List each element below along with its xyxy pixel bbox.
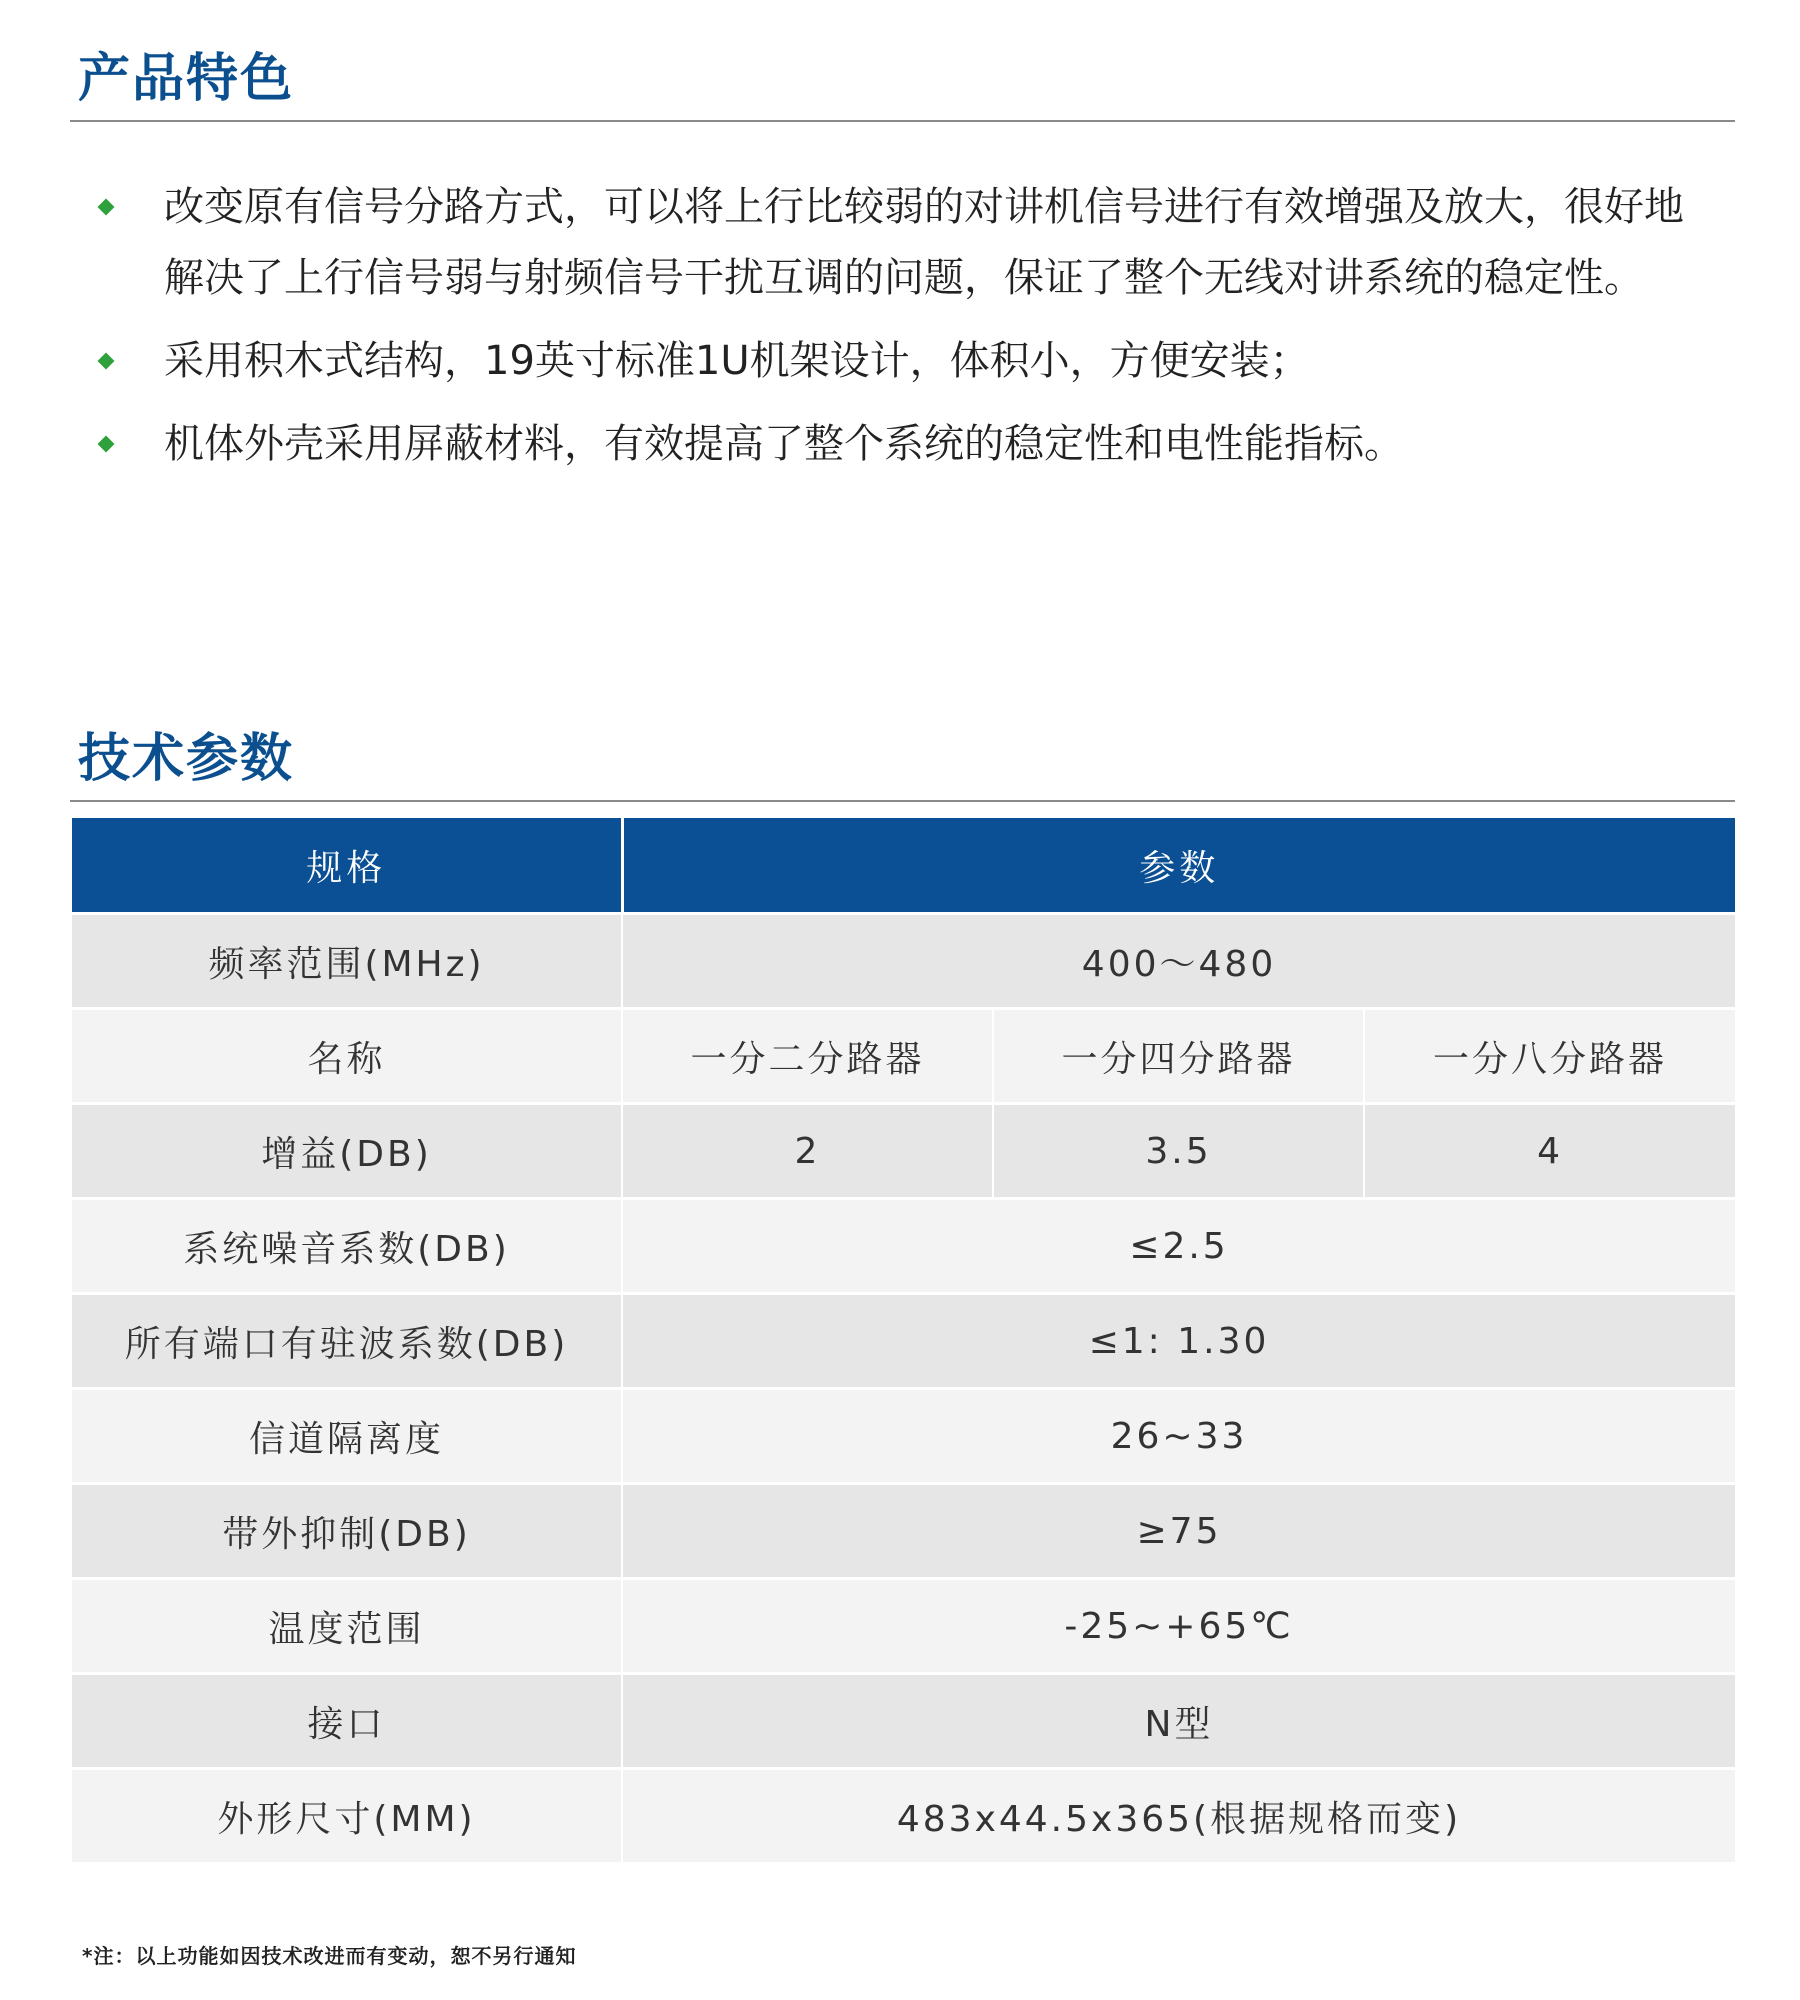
row-label: 名称 [72,1009,622,1104]
table-row [72,1579,1735,1674]
row-label: 信道隔离度 [72,1389,622,1484]
specs-divider [70,800,1735,802]
row-value: 2 [622,1104,993,1199]
feature-item [100,326,1720,397]
feature-text: 采用积木式结构，19英寸标准1U机架设计，体积小，方便安装； [164,338,1310,384]
row-value: -25~+65℃ [622,1579,1735,1674]
feature-item [100,172,1720,314]
table-row [72,914,1735,1009]
row-value: ≤1: 1.30 [622,1294,1735,1389]
diamond-bullet-icon [98,436,115,453]
row-value: N型 [622,1674,1735,1769]
row-label: 温度范围 [72,1579,622,1674]
row-value: 26~33 [622,1389,1735,1484]
table-row [72,1009,1735,1104]
table-row [72,1484,1735,1579]
table-row [72,1294,1735,1389]
table-header-row [72,818,1735,914]
header-param: 参数 [622,818,1735,914]
table-row [72,1769,1735,1864]
row-label: 外形尺寸(MM) [72,1769,622,1864]
feature-text: 机体外壳采用屏蔽材料，有效提高了整个系统的稳定性和电性能指标。 [164,421,1404,467]
row-value: 483x44.5x365(根据规格而变) [622,1769,1735,1864]
diamond-bullet-icon [98,199,115,216]
table-row [72,1389,1735,1484]
row-label: 带外抑制(DB) [72,1484,622,1579]
row-value: 3.5 [993,1104,1364,1199]
row-value: 一分四分路器 [993,1009,1364,1104]
diamond-bullet-icon [98,353,115,370]
table-row [72,1199,1735,1294]
row-label: 系统噪音系数(DB) [72,1199,622,1294]
feature-text: 改变原有信号分路方式，可以将上行比较弱的对讲机信号进行有效增强及放大，很好地解决了上行信号弱与射频信号干扰互调的问题，保证了整个无线对讲系统的稳定性。 [164,184,1684,301]
features-title: 产品特色 [78,49,295,109]
row-value: 一分二分路器 [622,1009,993,1104]
specs-title: 技术参数 [78,729,295,789]
feature-list [100,172,1720,492]
table-row [72,1104,1735,1199]
spec-table [72,818,1735,1865]
row-label: 增益(DB) [72,1104,622,1199]
row-label: 频率范围(MHz) [72,914,622,1009]
row-label: 所有端口有驻波系数(DB) [72,1294,622,1389]
row-value: 4 [1364,1104,1735,1199]
features-divider [70,120,1735,122]
feature-item [100,409,1720,480]
row-value: 400～480 [622,914,1735,1009]
row-value: ≥75 [622,1484,1735,1579]
row-value: ≤2.5 [622,1199,1735,1294]
header-spec: 规格 [72,818,622,914]
footnote: *注：以上功能如因技术改进而有变动，恕不另行通知 [82,1944,577,1968]
table-row [72,1674,1735,1769]
row-label: 接口 [72,1674,622,1769]
row-value: 一分八分路器 [1364,1009,1735,1104]
